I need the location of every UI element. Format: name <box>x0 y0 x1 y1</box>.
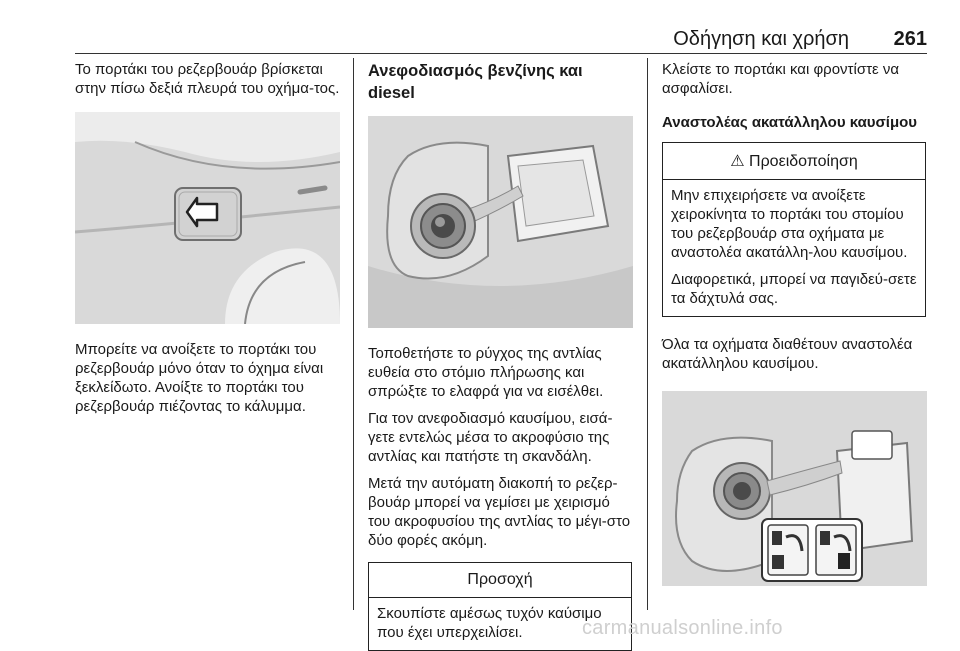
warning-text-2: Διαφορετικά, μπορεί να παγιδεύ-σετε τα δάχτυλά σας. <box>671 271 917 307</box>
refuelling-heading: Ανεφοδιασμός βενζίνης και diesel <box>368 62 583 102</box>
fuel-filler-neck-illustration <box>368 116 633 328</box>
section-title: Οδήγηση και χρήση <box>673 28 849 50</box>
column-divider-1 <box>353 58 354 610</box>
warning-title: Προειδοποίηση <box>749 153 858 170</box>
misfuel-inhibitor-illustration <box>662 391 927 586</box>
page-number: 261 <box>893 28 927 50</box>
caution-text: Σκουπίστε αμέσως τυχόν καύσιμο που έχει υπερχειλίσει. <box>377 605 602 641</box>
warning-text-1: Μην επιχειρήσετε να ανοίξετε χειροκίνητα το πορτάκι του στομίου του ρεζερβουάρ στα οχήματα με αναστολέα ακατάλλη-λου καυσίμου. <box>671 187 908 261</box>
nozzle-trigger-text: Για τον ανεφοδιασμό καυσίμου, εισά-γετε εντελώς μέσα το ακροφύσιο της αντλίας και πατήστε τη σκανδάλη. <box>368 410 613 465</box>
caution-title: Προσοχή <box>369 563 631 598</box>
fuel-door-location-text: Το πορτάκι του ρεζερβουάρ βρίσκεται στην πίσω δεξιά πλευρά του οχήμα-τος. <box>75 61 340 97</box>
all-vehicles-inhibitor-text: Όλα τα οχήματα διαθέτουν αναστολέα ακατάλληλου καυσίμου. <box>662 336 913 372</box>
watermark: carmanualsonline.info <box>582 617 783 639</box>
column-1 <box>75 60 340 416</box>
warning-triangle-icon: ⚠ <box>730 153 745 170</box>
page-header <box>75 28 927 50</box>
column-divider-2 <box>647 58 648 610</box>
fuel-door-open-text: Μπορείτε να ανοίξετε το πορτάκι του ρεζερβουάρ μόνο όταν το όχημα είναι ξεκλείδωτο. Ανοίξτε το πορτάκι του ρεζερβουάρ πιέζοντας το κάλυμμα. <box>75 341 324 415</box>
warning-title-row <box>663 143 925 180</box>
auto-shutoff-text: Μετά την αυτόματη διακοπή το ρεζερ-βουάρ μπορεί να γεμίσει με χειρισμό του ακροφυσίου της αντλίας το μέγι-στο δύο φορές ακόμη. <box>368 475 631 549</box>
nozzle-insert-text: Τοποθετήστε το ρύγχος της αντλίας ευθεία στο στόμιο πλήρωσης και σπρώξτε το ελαφρά για να εισέλθει. <box>368 345 604 400</box>
misfuel-inhibitor-heading: Αναστολέας ακατάλληλου καυσίμου <box>662 114 918 131</box>
close-door-text: Κλείστε το πορτάκι και φροντίστε να ασφαλίσει. <box>662 61 900 97</box>
column-2 <box>368 60 633 651</box>
fuel-door-car-illustration <box>75 112 340 324</box>
column-3 <box>662 60 927 586</box>
header-rule <box>75 53 927 54</box>
warning-box <box>662 142 926 317</box>
